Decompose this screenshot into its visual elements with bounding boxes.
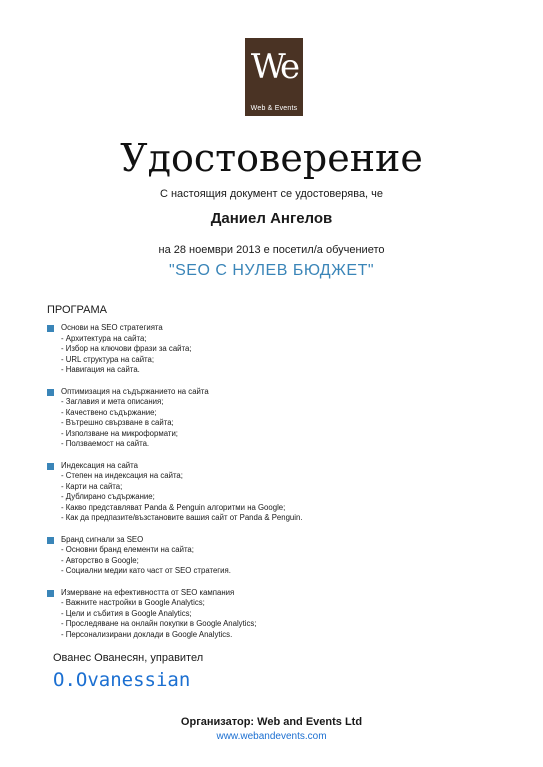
logo-subtitle: Web & Events: [250, 105, 298, 112]
program-item: - Използване на микроформати;: [61, 428, 178, 438]
program-item: - Дублирано съдържание;: [61, 492, 155, 501]
attendance-text: на 28 ноември 2013 е посетил/а обучението: [158, 244, 385, 256]
program-item: - Социални медии като част от SEO стратегия.: [61, 566, 231, 575]
signature: O.Ovanessian: [53, 669, 191, 691]
certificate-intro: С настоящия документ се удостоверява, че: [159, 188, 384, 200]
program-item: - Цели и събития в Google Analytics;: [61, 608, 192, 618]
program-item: - Как да предпазите/възстановите вашия сайт от Panda & Penguin.: [61, 513, 303, 522]
program-section-title: Основи на SEO стратегията: [61, 323, 163, 332]
program-section: [47, 387, 507, 450]
program-section-title: Оптимизация на съдържанието на сайта: [61, 386, 209, 396]
program-section: [47, 535, 507, 577]
program-item: - Основни бранд елементи на сайта;: [61, 545, 194, 554]
program-item: - Авторство в Google;: [61, 555, 139, 565]
program-list: [47, 323, 507, 651]
program-item: - Персонализирани доклади в Google Analytics.: [61, 629, 233, 639]
logo-mark: We: [250, 47, 298, 87]
program-item: - Вътрешно свързване в сайта;: [61, 418, 174, 427]
program-item: - Избор на ключови фрази за сайта;: [61, 344, 192, 353]
program-item: - Ползваемост на сайта.: [61, 439, 150, 448]
program-section: [47, 588, 507, 641]
program-item: - Архитектура на сайта;: [61, 333, 147, 343]
program-section-title: Индексация на сайта: [61, 460, 138, 470]
program-heading: ПРОГРАМА: [47, 304, 107, 316]
bullet-square-icon: [47, 325, 54, 332]
program-section-title: Бранд сигнали за SEO: [61, 534, 144, 544]
bullet-square-icon: [47, 389, 54, 396]
website-link[interactable]: www.webandevents.com: [216, 731, 327, 742]
program-item: - Карти на сайта;: [61, 481, 123, 491]
program-item: - Навигация на сайта.: [61, 365, 140, 374]
organizer-line: Организатор: Web and Events Ltd: [180, 716, 363, 728]
program-item: - Важните настройки в Google Analytics;: [61, 598, 205, 607]
program-section: [47, 461, 507, 524]
course-title: "SEO С НУЛЕВ БЮДЖЕТ": [168, 262, 375, 279]
bullet-square-icon: [47, 537, 54, 544]
certificate-title: Удостоверение: [120, 136, 423, 180]
bullet-square-icon: [47, 590, 54, 597]
program-item: - Заглавия и мета описания;: [61, 397, 164, 406]
program-item: - Степен на индексация на сайта;: [61, 471, 183, 480]
bullet-square-icon: [47, 463, 54, 470]
recipient-name: Даниел Ангелов: [210, 210, 333, 227]
program-section: [47, 323, 507, 376]
program-item: - URL структура на сайта;: [61, 354, 155, 364]
program-item: - Проследяване на онлайн покупки в Google Analytics;: [61, 619, 257, 628]
program-item: - Качествено съдържание;: [61, 407, 157, 417]
signer-name: Ованес Ованесян, управител: [53, 652, 204, 664]
web-and-events-logo: [245, 38, 303, 116]
program-item: - Какво представляват Panda & Penguin алгоритми на Google;: [61, 502, 286, 512]
program-section-title: Измерване на ефективността от SEO кампания: [61, 587, 235, 597]
